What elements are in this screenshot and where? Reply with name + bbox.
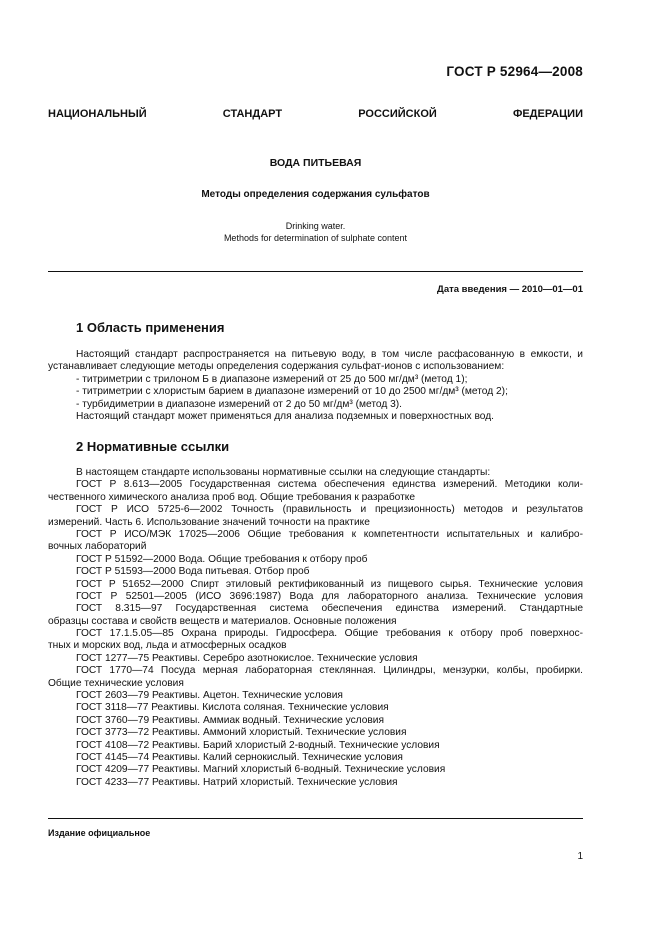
official-edition-note: Издание официальное	[48, 828, 151, 838]
text-line: ГОСТ Р 51592—2000 Вода. Общие требования к отбору проб	[76, 553, 368, 565]
banner-word: РОССИЙСКОЙ	[358, 108, 437, 120]
text-line: ГОСТ Р ИСО/МЭК 17025—2006 Общие требования к компетентности испытательных и калибро-	[76, 528, 583, 540]
banner-word: ФЕДЕРАЦИИ	[512, 108, 583, 120]
banner-word: СТАНДАРТ	[222, 108, 283, 120]
text-line: ГОСТ 2603—79 Реактивы. Ацетон. Технические условия	[76, 690, 343, 702]
text-line: ГОСТ Р 8.613—2005 Государственная система обеспечения единства измерений. Методики коли-	[76, 479, 583, 491]
banner-word: НАЦИОНАЛЬНЫЙ	[48, 108, 147, 120]
text-line: ГОСТ 3118—77 Реактивы. Кислота соляная. Технические условия	[76, 702, 389, 714]
text-line: измерений. Часть 6. Использование значений точности на практике	[48, 516, 370, 528]
national-standard-banner	[48, 108, 583, 120]
text-line: Настоящий стандарт может применяться для анализа подземных и поверхностных вод.	[76, 410, 494, 422]
text-line: образцы состава и свойств веществ и материалов. Основные положения	[48, 615, 397, 627]
footer-divider	[48, 818, 583, 819]
section-2-body	[48, 467, 583, 789]
text-line: ГОСТ 4209—77 Реактивы. Магний хлористый 6-водный. Технические условия	[76, 764, 446, 776]
text-line: ГОСТ 3773—72 Реактивы. Аммоний хлористый. Технические условия	[76, 727, 407, 739]
text-line: ГОСТ Р ИСО 5725-6—2002 Точность (правильность и прецизионность) методов и результатов	[76, 504, 583, 516]
top-divider	[48, 271, 583, 272]
text-line: ГОСТ 3760—79 Реактивы. Аммиак водный. Технические условия	[76, 714, 385, 726]
text-line: ГОСТ Р 52501—2005 (ИСО 3696:1987) Вода для лабораторного анализа. Технические условия	[76, 590, 583, 602]
text-line: тных и морских вод, льда и атмосферных осадков	[48, 640, 287, 652]
text-line: В настоящем стандарте использованы нормативные ссылки на следующие стандарты:	[76, 467, 491, 478]
text-line: устанавливает следующие методы определения содержания сульфат-ионов с использованием:	[48, 361, 505, 373]
introduction-date: Дата введения — 2010—01—01	[437, 284, 583, 295]
document-title: ВОДА ПИТЬЕВАЯ	[269, 157, 362, 169]
text-line: ГОСТ Р 51652—2000 Спирт этиловый ректификованный из пищевого сырья. Технические условия	[76, 578, 583, 590]
text-line: ГОСТ 4233—77 Реактивы. Натрий хлористый. Технические условия	[76, 776, 398, 788]
text-line: ГОСТ 1770—74 Посуда мерная лабораторная стеклянная. Цилиндры, мензурки, колбы, пробирки.	[76, 665, 583, 677]
text-line: Общие технические условия	[48, 677, 184, 689]
text-line: ГОСТ 8.315—97 Государственная система обеспечения единства измерений. Стандартные	[76, 603, 583, 615]
gost-number: ГОСТ Р 52964—2008	[446, 64, 583, 79]
section-1-heading: 1 Область применения	[76, 320, 225, 335]
text-line: - турбидиметрии в диапазоне измерений от 2 до 50 мг/дм³ (метод 3).	[76, 398, 402, 410]
text-line: ГОСТ Р 51593—2000 Вода питьевая. Отбор проб	[76, 566, 310, 578]
text-line: - титриметрии с трилоном Б в диапазоне измерений от 25 до 500 мг/дм³ (метод 1);	[76, 373, 468, 385]
english-title-line-1: Drinking water.	[285, 221, 346, 231]
text-line: вочных лабораторий	[48, 541, 147, 553]
page-number: 1	[577, 851, 583, 862]
document-subtitle: Методы определения содержания сульфатов	[201, 189, 430, 200]
text-line: - титриметрии с хлористым барием в диапазоне измерений от 10 до 2500 мг/дм³ (метод 2);	[76, 386, 508, 398]
section-1-body	[48, 349, 583, 423]
english-title-line-2: Methods for determination of sulphate content	[223, 233, 408, 243]
text-line: ГОСТ 4108—72 Реактивы. Барий хлористый 2-водный. Технические условия	[76, 739, 440, 751]
text-line: ГОСТ 1277—75 Реактивы. Серебро азотнокислое. Технические условия	[76, 652, 418, 664]
text-line: Настоящий стандарт распространяется на питьевую воду, в том числе расфасованную в емкости, и	[76, 349, 583, 360]
text-line: ГОСТ 4145—74 Реактивы. Калий сернокислый. Технические условия	[76, 751, 403, 763]
section-2-heading: 2 Нормативные ссылки	[76, 439, 230, 454]
text-line: ГОСТ 17.1.5.05—85 Охрана природы. Гидросфера. Общие требования к отбору проб поверхнос-	[76, 628, 583, 640]
text-line: чественного химического анализа проб вод. Общие требования к разработке	[48, 491, 416, 503]
